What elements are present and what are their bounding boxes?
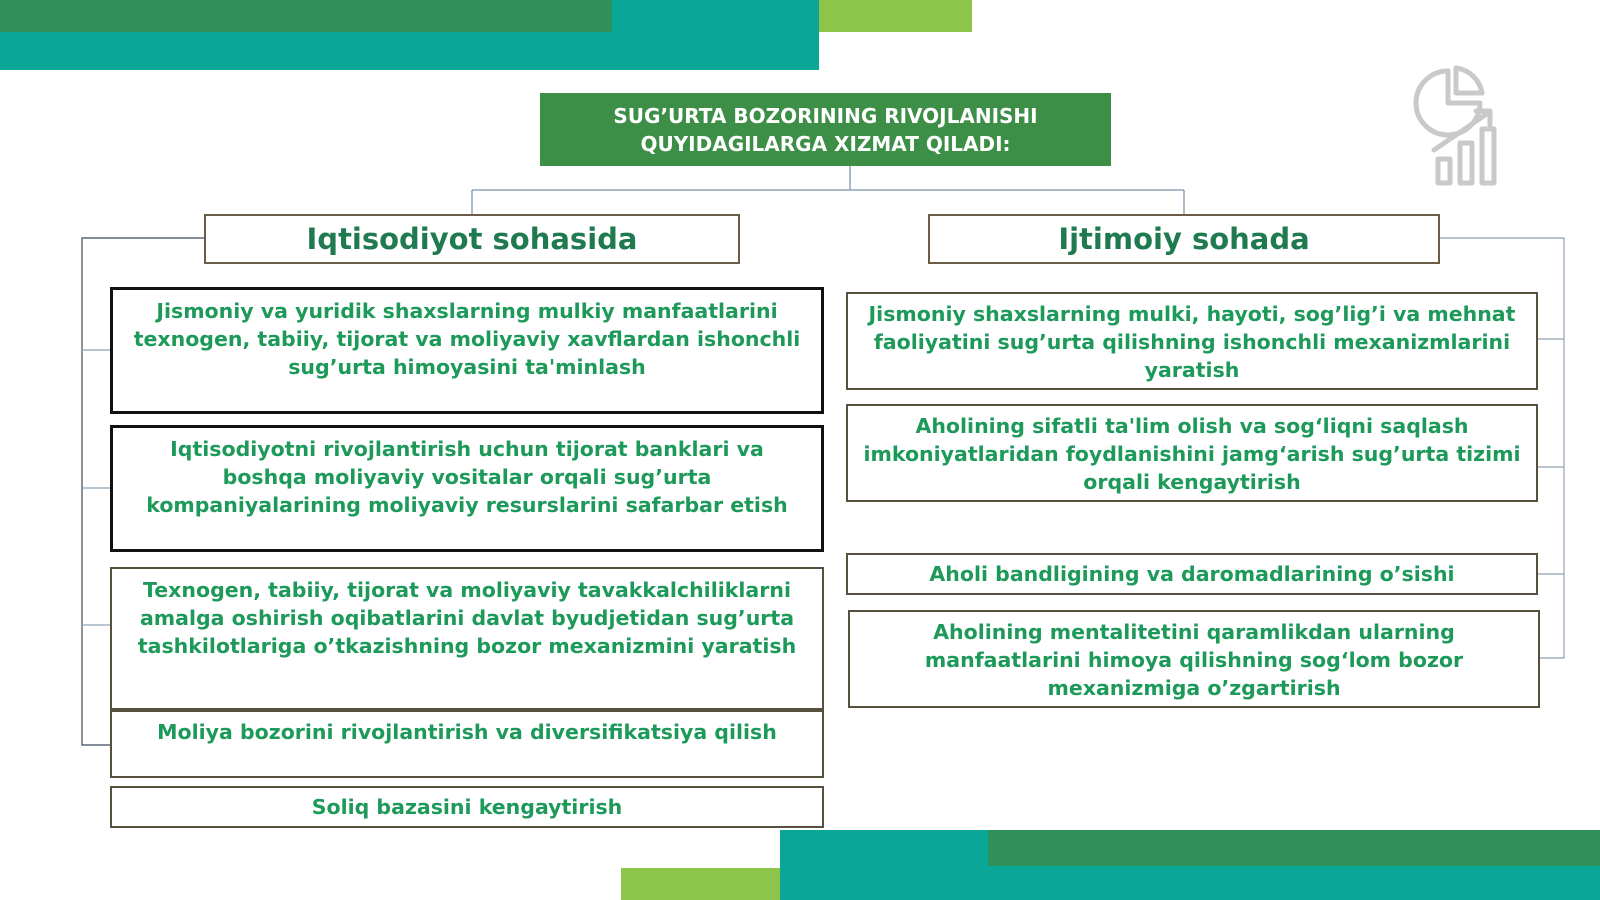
left-item-5: Soliq bazasini kengaytirish [110,786,824,828]
right-item-1: Jismoniy shaxslarning mulki, hayoti, sog’lig’i va mehnat faoliyatini sug’urta qilishning ishonchli mexanizmlarini yaratish [846,292,1538,390]
left-item-1: Jismoniy va yuridik shaxslarning mulkiy manfaatlarini texnogen, tabiiy, tijorat va moliyaviy xavflardan ishonchli sug’urta himoyasini ta'minlash [110,287,824,414]
chart-growth-icon [1410,65,1510,190]
right-item-4: Aholining mentalitetini qaramlikdan ularning manfaatlarini himoya qilishning sog‘lom bozor mexanizmiga o’zgartirish [848,610,1540,708]
left-item-2: Iqtisodiyotni rivojlantirish uchun tijorat banklari va boshqa moliyaviy vositalar orqali sug’urta kompaniyalarining moliyaviy resurslarini safarbar etish [110,425,824,552]
right-item-2: Aholining sifatli ta'lim olish va sog‘liqni saqlash imkoniyatlaridan foydlanishini jamg‘arish sug’urta tizimi orqali kengaytirish [846,404,1538,502]
right-item-3: Aholi bandligining va daromadlarining o’sishi [846,553,1538,595]
diagram-title [540,93,1111,166]
right-heading: Ijtimoiy sohada [928,214,1440,264]
title-line-1: SUG’URTA BOZORINING RIVOJLANISHI [613,103,1038,128]
left-item-3: Texnogen, tabiiy, tijorat va moliyaviy tavakkalchiliklarni amalga oshirish oqibatlarini davlat byudjetidan sug’urta tashkilotlariga o’tkazishning bozor mexanizmini yaratish [110,567,824,710]
title-line-2: QUYIDAGILARGA XIZMAT QILADI: [640,131,1011,156]
left-heading: Iqtisodiyot sohasida [204,214,740,264]
left-item-4: Moliya bozorini rivojlantirish va diversifikatsiya qilish [110,710,824,778]
